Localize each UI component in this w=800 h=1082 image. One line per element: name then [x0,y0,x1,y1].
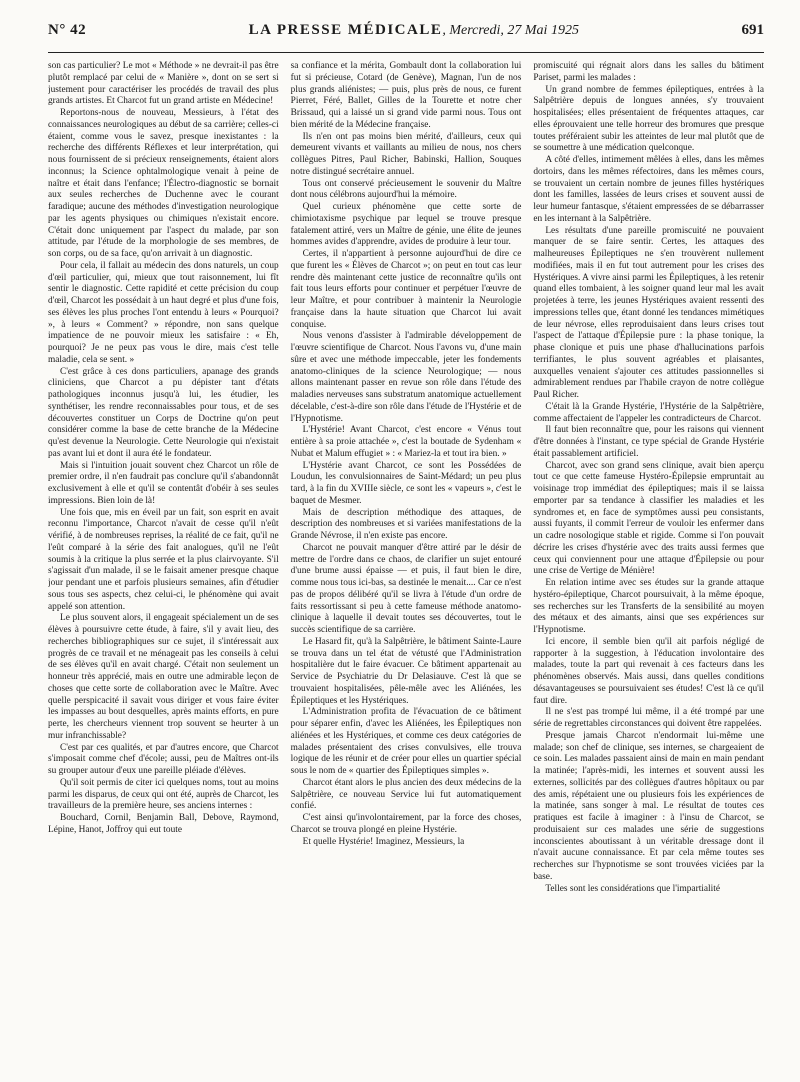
paragraph: Reportons-nous de nouveau, Messieurs, à l'état des connaissances neurologiques au début de sa carrière; celles-ci étaient, comme vous le savez, presque inexistantes : la recherche des différents Réflexes et leur interprétation, qui nous fournissent de si précieux renseignements, étaient alors inconnus; la Science ophtalmologique venait à peine de naître et était dans l'enfance; l'Électro-diagnostic se bornait aux seules recherches de Duchenne avec le courant faradique; aucune des méthodes d'investigation neurologique par les agents physiques ou chimiques n'existait encore. C'était donc uniquement par l'aspect du malade, par son attitude, par l'étude de la morphologie de ses membres, de son corps, ou de sa face, qu'on arrivait à un diagnostic. [48,108,279,259]
paragraph: Ici encore, il semble bien qu'il ait parfois négligé de rapporter à la suggestion, à l'éducation involontaire des malades, toute la part qui revenait à ces facteurs dans les phénomènes observés. Mais aussi, dans quelles conditions désavantageuses se poursuivaient ses études! C'est là ce qu'il faut dire. [533,636,764,706]
paragraph: C'est grâce à ces dons particuliers, apanage des grands cliniciens, que Charcot a pu dépister tant d'états pathologiques inconnus jusqu'à lui, les étudier, les synthétiser, les rendre reconnaissables pour tous, et de ses découvertes constituer un Corps de Doctrine qu'on peut considérer comme la base de cette branche de la Médecine qu'est devenue la Neurologie. Cette Neurologie qui n'existait pas avant lui et dont il aura été le fondateur. [48,366,279,459]
paragraph: Ils n'en ont pas moins bien mérité, d'ailleurs, ceux qui demeurent vivants et vaillants au milieu de nous, nos chers collègues Pitres, Paul Richer, Babinski, Hallion, Souques notre distingué secrétaire annuel. [290,131,522,177]
paragraph: A côté d'elles, intimement mêlées à elles, dans les mêmes dortoirs, dans les mêmes réfectoires, dans les mêmes cours, se trouvaient un certain nombre de jeunes filles hystériques dont les familles, lassées de leurs crises et souvent aussi de leur humeur fantasque, s'étaient empressées de se débarrasser en les internant à la Salpêtrière. [533,155,764,224]
paragraph: Mais si l'intuition jouait souvent chez Charcot un rôle de premier ordre, il n'en faudrait pas conclure qu'il s'abandonnât exclusivement à elle et qu'il se contentât d'obéir à ses seules impressions. Bien loin de là! [48,460,279,506]
issue-number: N° 42 [48,22,87,38]
paragraph: Et quelle Hystérie! Imaginez, Messieurs, la [302,836,465,847]
paragraph: sa confiance et la mérita, Gombault dont la collaboration lui fut si précieuse, Cotard (de Genève), Magnan, l'un de nos plus grands aliénistes; — puis, plus près de nous, ce furent Pierret, Féré, Ballet, Gilles de la Tourette et notre cher Brissaud, qui a laissé un si grand vide parmi nous. Tous ont bien mérité de la Médecine française. [290,61,522,130]
paragraph: En relation intime avec ses études sur la grande attaque hystéro-épileptique, Charcot poursuivait, à la même époque, ses recherches sur les Transferts de la sensibilité au moyen des métaux et des aimants, ainsi que ses expériences sur l'Hypnotisme. [533,578,764,635]
paragraph: C'était là la Grande Hystérie, l'Hystérie de la Salpêtrière, comme affectaient de l'appeler les contradicteurs de Charcot. [533,401,764,424]
paragraph: Le plus souvent alors, il engageait spécialement un de ses élèves à poursuivre cette étude, à faire, s'il y avait lieu, des recherches bibliographiques sur ce sujet, il s'intéressait aux progrès de ce travail et ne ménageait pas les conseils à celui de ses élèves qu'il en avait chargé. C'était non seulement un honneur très apprécié, mais en outre une admirable leçon de choses que cette sorte de collaboration avec le Maître. Avec quelle perspicacité il savait vous diriger et vous faire éviter les impasses au bout desquelles, après maints efforts, en pure perte, les chercheurs viennent trop souvent se heurter à un mur infranchissable? [48,613,279,741]
paragraph: Une fois que, mis en éveil par un fait, son esprit en avait reconnu l'importance, Charcot n'avait de cesse qu'il n'eût vérifié, à de nombreuses reprises, la réalité de ce fait, qu'il ne l'eût comparé à la série des fait analogues, qu'il ne l'eût soumis à la critique la plus serrée et la plus clairvoyante. S'il s'agissait d'un malade, il se le faisait amener presque chaque jour pendant une et parfois plusieurs semaines, afin d'étudier sous tous ses aspects, chez celui-ci, le phénomène qui avait appelé son attention. [48,507,279,612]
journal-title-line [249,22,579,39]
paragraph: Charcot étant alors le plus ancien des deux médecins de la Salpêtrière, ce nouveau Service lui fut automatiquement confié. [290,777,522,812]
paragraph: L'Administration profita de l'évacuation de ce bâtiment pour séparer enfin, d'avec les Aliénées, les Épileptiques non aliénées et les Hystériques, et comme ces deux catégories de malades présentaient des crises convulsives, elle trouva logique de les réunir et de créer pour elles un quartier spécial sous le nom de « quartier des Épileptiques simples ». [290,707,522,776]
paragraph: Mais de description méthodique des attaques, de description des nombreuses et si variées manifestations de la Grande Névrose, il n'en existe pas encore. [290,507,522,541]
column-3 [533,61,764,1071]
paragraph: son cas particulier? Le mot « Méthode » ne devrait-il pas être plutôt remplacé par celui de « Manière », dont on se sert si justement pour caractériser les procédés de travail des plus grands artistes. Et Charcot fut un grand artiste en Médecine! [48,61,279,107]
header-rule [48,52,764,53]
paragraph: promiscuité qui régnait alors dans les salles du bâtiment Pariset, parmi les malades : [533,61,764,83]
journal-title: LA PRESSE MÉDICALE [248,22,443,38]
paragraph: Qu'il soit permis de citer ici quelques noms, tout au moins parmi les disparus, de ceux qui ont été, auprès de Charcot, les travailleurs de la première heure, ses anciens internes : [48,777,279,812]
paragraph: Charcot ne pouvait manquer d'être attiré par le désir de mettre de l'ordre dans ce chaos, de clarifier un sujet entouré d'une brume aussi épaisse — et puis, il faut bien le dire, comme nous tous ici-bas, sa destinée le menait.... Car ce n'est pas de propos délibéré qu'il se livra à l'étude d'un ordre de faits ressortissant si peu à cette fameuse méthode anatomo-clinique à laquelle il devait toutes ses découvertes, tout le succès scientifique de sa carrière. [290,542,522,635]
paragraph: Quel curieux phénomène que cette sorte de chimiotaxisme psychique par lequel se trouve presque fatalement attiré, vers un Maître de génie, une élite de jeunes hommes avides d'apprendre, avides de produire à leur tour. [290,202,522,248]
paragraph: Le Hasard fit, qu'à la Salpêtrière, le bâtiment Sainte-Laure se trouva dans un tel état de vétusté que l'Administration hospitalière dut le faire évacuer. Ce bâtiment appartenait au Service de Psychiatrie du Dr Delasiauve. C'est là que se trouvaient hospitalisées, pêle-mêle avec les Aliénées, les Épileptiques et les Hystériques. [290,636,522,706]
paragraph: Les résultats d'une pareille promiscuité ne pouvaient manquer de se faire sentir. Certes, les attaques des malheureuses Épileptiques ne s'en trouvèrent nullement modifiées, mais il en fut tout autrement pour les crises des Hystériques. A vivre ainsi parmi les Épileptiques, à les retenir quand elles tombaient, à les soigner quand leur mal les avait projetées à terre, les jeunes Hystériques avaient ressenti des impressions telles que, étant donné les tendances mimétiques de leur névrose, elles reproduisaient dans leurs crises tout l'aspect de l'attaque d'Épilepsie pure : la phase tonique, la phase clonique et puis une phase d'hallucinations parfois terrifiantes, le plus souvent agréables et plaisantes, auxquelles venaient s'ajouter ces attitudes passionnelles si admirablement rendues par l'habile crayon de notre collègue Paul Richer. [533,225,764,400]
article-columns [48,61,764,1071]
paragraph: L'Hystérie avant Charcot, ce sont les Possédées de Loudun, les convulsionnaires de Saint-Médard; un peu plus tard, à la fin du XVIIIe siècle, ce sont les « vapeurs », c'est le baquet de Mesmer. [290,460,522,506]
paragraph: C'est ainsi qu'involontairement, par la force des choses, Charcot se trouva plongé en pleine Hystérie. [290,813,522,835]
paragraph: Un grand nombre de femmes épileptiques, entrées à la Salpêtrière depuis de longues années, s'y trouvaient hospitalisées; elles présentaient de fréquentes attaques, car elles éprouvaient une telle horreur des bromures que presque toutes préféraient subir les atteintes de leur mal plutôt que de se soumettre à une médication quelconque. [533,84,764,154]
paragraph: L'Hystérie! Avant Charcot, c'est encore « Vénus tout entière à sa proie attachée », c'est la boutade de Sydenham « Nubat et Malum effugiet » : « Mariez-la et tout ira bien. » [290,425,522,459]
paragraph: Bouchard, Cornil, Benjamin Ball, Debove, Raymond, Lépine, Hanot, Joffroy qui eut toute [48,813,279,835]
paragraph: Telles sont les considérations que l'impartialité [545,883,720,894]
page-number: 691 [741,22,764,38]
running-header [48,22,764,46]
paragraph: Certes, il n'appartient à personne aujourd'hui de dire ce que furent les « Élèves de Charcot »; on peut en tout cas leur rendre dès maintenant cette justice de reconnaître qu'ils ont fait tous leurs efforts pour continuer et perpétuer l'œuvre de leur Maître, et pour contribuer à maintenir la Neurologie française dans la haute situation que Charcot lui avait conquise. [290,249,522,330]
paragraph: Il faut bien reconnaître que, pour les raisons qui viennent d'être données à l'instant, ce type spécial de Grande Hystérie était passablement artificiel. [533,425,764,459]
paragraph: Tous ont conservé précieusement le souvenir du Maître dont nous célébrons aujourd'hui la mémoire. [290,178,522,201]
paragraph: C'est par ces qualités, et par d'autres encore, que Charcot s'imposait comme chef d'école; aussi, peu de Maîtres ont-ils su grouper autour d'eux une pareille pléiade d'élèves. [48,742,279,776]
column-2 [291,61,522,1071]
paragraph: Charcot, avec son grand sens clinique, avait bien aperçu tout ce que cette fameuse Hystéro-Épilepsie empruntait au voisinage trop immédiat des épileptiques; mais il se laissa emporter par sa tendance à classifier les maladies et les syndromes et, en face de symptômes aussi peu consistants, aussi fuyants, il commit l'erreur de vouloir les enfermer dans un cadre nosologique stable et rigide. Comme si l'on pouvait décrire les crises d'hystérie avec des traits aussi fermes que ceux qui conviennent pour une attaque d'Épilepsie ou pour une crise de Vertige de Ménière! [533,460,764,577]
issue-date: , Mercredi, 27 Mai 1925 [442,23,579,38]
paragraph: Il ne s'est pas trompé lui même, il a été trompé par une série de regrettables circonstances qui doivent être rappelées. [533,707,764,729]
paragraph: Nous venons d'assister à l'admirable développement de l'œuvre scientifique de Charcot. Nous l'avons vu, d'une main sûre et avec une méthode impeccable, jeter les fondements anatomo-cliniques de la science Neurologique; — nous allons maintenant passer en revue son rôle dans l'étude des maladies nerveuses sans substratum anatomique actuellement décelable, c'est-à-dire son rôle dans l'étude de l'Hystérie et de l'Hypnotisme. [290,331,522,424]
column-1 [48,61,279,1071]
paragraph: Pour cela, il fallait au médecin des dons naturels, un coup d'œil particulier, qui, mieux que tout raisonnement, lui fît sentir le diagnostic. Cette rapidité et cette précision du coup d'œil, Charcot les possédait à un haut degré et plus d'une fois, ses élèves les plus proches l'ont entendu à leurs « Pourquoi? », à leurs « Comment? » répondre, non sans quelque impatience de ne pouvoir mieux les satisfaire : « Eh, pourquoi? Je ne peux pas vous le dire, mais c'est telle maladie, cela se sent. » [48,260,279,365]
paragraph: Presque jamais Charcot n'endormait lui-même une malade; son chef de clinique, ses internes, se chargeaient de ce soin. Les malades passaient ainsi de main en main pendant la matinée; l'après-midi, les internes et souvent aussi les externes, sollicités par des collègues d'autres hôpitaux ou par des amis, répétaient une ou plusieurs fois les expériences de la matinée, sans songer à mal. Le résultat de toutes ces pratiques est facile à imaginer : à l'insu de Charcot, se produisaient sur ces malades une série de suggestions inconscientes aboutissant à un véritable dressage dont il n'avait aucune connaissance. Et par cela même toutes ses recherches sur l'hypnotisme se sont trouvées viciées par la base. [533,730,764,882]
